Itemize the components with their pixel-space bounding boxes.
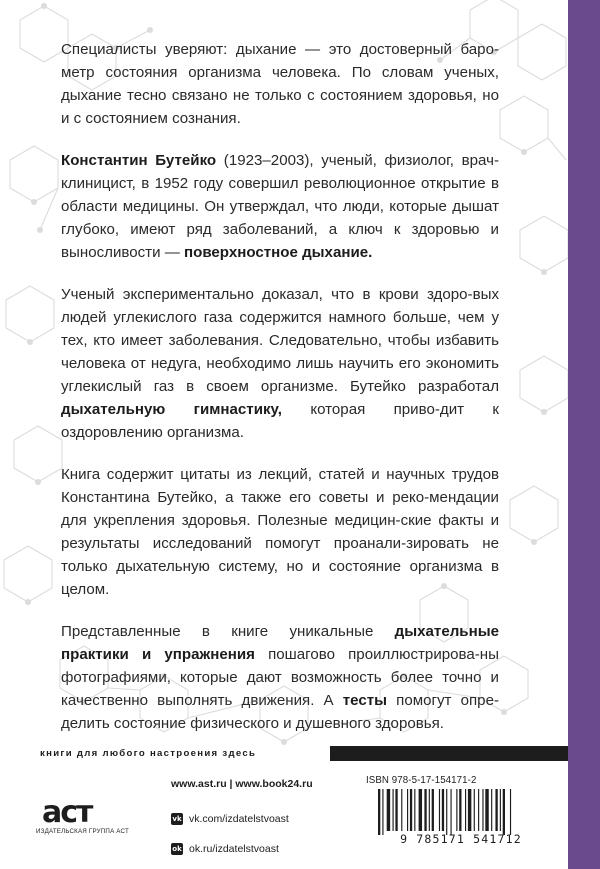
- barcode-bar: [395, 789, 397, 831]
- isbn-number: ISBN 978-5-17-154171-2: [366, 775, 477, 786]
- barcode-bar: [485, 789, 488, 831]
- barcode-bar: [410, 789, 412, 831]
- barcode-bar: [393, 789, 394, 831]
- barcode-bar: [500, 789, 501, 831]
- text-run: Представленные в книге уникальные: [61, 623, 395, 640]
- barcode-bar: [474, 789, 475, 831]
- barcode-digits: 9 785171 541712: [400, 832, 522, 846]
- bold-phrase: поверхностное дыхание.: [184, 244, 373, 261]
- ok-link-label: ok.ru/izdatelstvoast: [189, 843, 279, 855]
- ok-link[interactable]: [171, 842, 351, 856]
- slogan-text: книги для любого настроения здесь: [36, 746, 330, 761]
- text-run: (1923–2003), ученый, физиолог, врач-клиницист, в 1952 году совершил революционное открытие в области медицины. Он утверждал, что люди, которые дышат глубоко, имеют ряд заболеваний, а ключ к здоровью и выносливости —: [61, 152, 499, 261]
- barcode-bar: [446, 789, 447, 835]
- barcode-bar: [429, 789, 430, 831]
- vk-icon: vk: [172, 815, 182, 823]
- text-run: Специалисты уверяют: дыхание — это достоверный баро-метр состояния организма человека. По словам ученых, дыхание тесно связано не только с состоянием здоровья, но и с состоянием сознания.: [61, 41, 499, 127]
- barcode-bar: [401, 789, 402, 831]
- barcode-bar: [482, 789, 483, 831]
- annotation-text: [61, 38, 499, 754]
- barcode-bar: [387, 789, 390, 831]
- text-run: которая приво-дит к оздоровлению организма.: [61, 401, 499, 441]
- body-paragraph: [61, 149, 499, 264]
- body-paragraph: [61, 620, 499, 735]
- barcode-bar: [468, 789, 471, 831]
- body-paragraph: [61, 463, 499, 601]
- barcode-bar: [456, 789, 457, 831]
- barcode-bar: [432, 789, 434, 831]
- ast-logo-text: аст: [42, 795, 92, 830]
- odnoklassniki-icon: ok: [172, 845, 182, 853]
- text-run: помогут опре-делить состояние физического и душевного здоровья.: [61, 692, 499, 732]
- barcode-bar: [478, 789, 479, 831]
- barcode-bar: [382, 789, 383, 835]
- bold-phrase: тесты: [342, 692, 388, 709]
- barcode-bar: [378, 789, 380, 835]
- barcode-bar: [451, 789, 452, 835]
- text-run: Книга содержит цитаты из лекций, статей и научных трудов Константина Бутейко, а также его советы и реко-мендации для укрепления здоровья. Полезные медицин-ские факты и результаты исследований помогут проанали-зировать не только дыхательную систему, но и состояние организма в целом.: [61, 466, 499, 598]
- body-paragraph: [61, 283, 499, 444]
- text-run: Ученый экспериментально доказал, что в крови здоро-вых людей углекислого газа содержится намного больше, чем у тех, кто имеет заболевания. Следовательно, чтобы избавить человека от недуга, необходимо лишь научить его экономить углекислый газ в своем организме. Бутейко разработал: [61, 286, 499, 395]
- barcode-bar: [442, 789, 444, 831]
- barcode-bar: [495, 789, 497, 831]
- barcode-bar: [419, 789, 422, 831]
- barcode-bar: [407, 789, 408, 831]
- barcode-bar: [459, 789, 461, 831]
- barcode-bar: [439, 789, 440, 831]
- barcode-bar: [491, 789, 492, 831]
- barcode-bar: [510, 789, 511, 835]
- barcode-bar: [503, 789, 505, 835]
- publisher-links: [171, 778, 351, 869]
- barcode-bar: [414, 789, 415, 831]
- bold-phrase: Константин Бутейко: [61, 152, 217, 169]
- vk-link-label: vk.com/izdatelstvoast: [189, 813, 289, 825]
- slogan-strip: [36, 746, 568, 761]
- barcode-bar: [424, 789, 426, 831]
- text-run: пошагово проиллюстрирова-ны фотографиями, которые дают возможность более точно и качественно выполнять движения. А: [61, 646, 499, 709]
- ast-publisher-logo: [40, 790, 136, 862]
- vk-link[interactable]: [171, 812, 351, 826]
- body-paragraph: [61, 38, 499, 130]
- website-links[interactable]: www.ast.ru | www.book24.ru: [171, 778, 313, 790]
- purple-spine-edge: [568, 0, 600, 869]
- bold-phrase: дыхательную гимнастику,: [61, 401, 282, 418]
- bold-phrase: дыхательные практики и упражнения: [61, 623, 499, 663]
- publisher-name: ИЗДАТЕЛЬСКАЯ ГРУППА АСТ: [36, 828, 129, 835]
- barcode-bar: [465, 789, 466, 831]
